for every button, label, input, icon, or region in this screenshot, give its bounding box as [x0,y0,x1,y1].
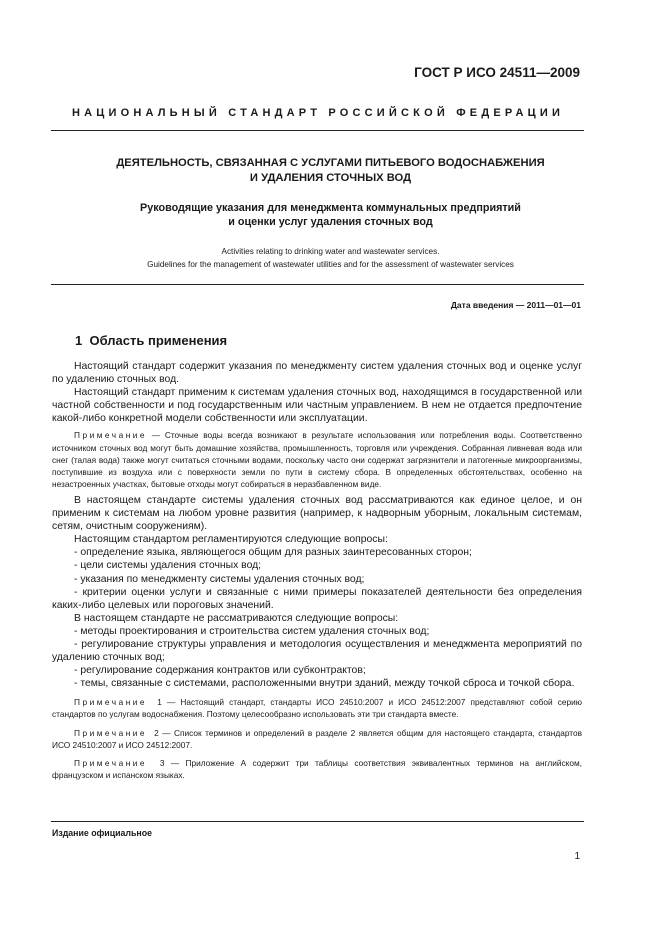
note [52,727,582,751]
list-item: - методы проектирования и строительства систем удаления сточных вод; [74,625,430,637]
list-item: - критерии оценки услуги и связанные с ними примеры показателей деятельности без определения каких-либо целевых или пороговых значений. [52,586,582,611]
note [52,429,582,489]
title-line-1: ДЕЯТЕЛЬНОСТЬ, СВЯЗАННАЯ С УСЛУГАМИ ПИТЬЕВОГО ВОДОСНАБЖЕНИЯ [116,157,545,169]
note-text: 1 — Настоящий стандарт, стандарты ИСО 24510:2007 и ИСО 24512:2007 представляют собой серию стандартов по услугам водоснабжения. Поэтому целесообразно использовать эти три стандарта вместе. [52,697,582,720]
national-standard-heading: НАЦИОНАЛЬНЫЙ СТАНДАРТ РОССИЙСКОЙ ФЕДЕРАЦИИ [71,107,565,119]
title-divider [51,284,584,285]
section-body [52,360,582,781]
subtitle-line-2: и оценки услуг удаления сточных вод [228,216,433,228]
list-item: - темы, связанные с системами, расположенными внутри зданий, между точкой сброса и точкой сбора. [74,678,575,690]
paragraph: В настоящем стандарте системы удаления сточных вод рассматриваются как единое целое, и он применим к системам на любом уровне развития (например, к надворным уборным, локальным системам, сетям, очистным сооружениям). [52,494,582,533]
note-label: Примечание [74,757,148,768]
section-heading [75,333,227,348]
note [52,696,582,720]
note-text: — Сточные воды всегда возникают в результате использования или потребления воды. Соответственно источником сточных вод могут быть домашние хозяйства, промышленность, торговля или учреждения. Собранная ливневая вода или снег (талая вода) также могут считаться сточными водами, поскольку часто они содержат загрязнители и патогенные микроорганизмы, поступившие из воздуха или с поверхности земли по пути в систему сбора. В определенных обстоятельствах, особенно на незастроенных участках, бытовые отходы могут собираться в неразбавленном виде. [52,430,583,489]
paragraph: Настоящий стандарт содержит указания по менеджменту систем удаления сточных вод и оценке услуг по удалению сточных вод. [52,361,582,386]
document-title [70,156,591,186]
note-label: Примечание [74,727,148,738]
section-number: 1 [75,333,83,348]
english-title [60,245,601,271]
subtitle-line-1: Руководящие указания для менеджмента коммунальных предприятий [140,202,521,214]
list-item: - цели системы удаления сточных вод; [74,560,262,572]
document-subtitle [70,201,591,229]
paragraph: Настоящим стандартом регламентируются следующие вопросы: [74,534,388,546]
introduction-date: Дата введения — 2011—01—01 [450,300,581,310]
footer-divider [51,821,584,822]
list-item: - регулирование структуры управления и методология осуществления и менеджмента мероприятий по удалению сточных вод; [52,638,582,664]
note-label: Примечание [74,430,148,441]
list-item: - определение языка, являющегося общим для разных заинтересованных сторон; [74,547,472,559]
section-title: Область применения [89,333,228,348]
note-label: Примечание [74,697,148,708]
header-divider [51,130,584,131]
note-text: 2 — Список терминов и определений в разделе 2 является общим для настоящего стандарта, стандартов ИСО 24510:2007 и ИСО 24512:2007. [52,727,582,750]
page-number: 1 [574,851,580,862]
english-title-line-1: Activities relating to drinking water and wastewater services. [221,247,440,256]
english-title-line-2: Guidelines for the management of wastewater utilities and for the assessment of wastewater services [147,260,514,269]
list-item: - указания по менеджменту системы удаления сточных вод; [74,573,365,585]
note [52,757,582,781]
gost-code: ГОСТ Р ИСО 24511—2009 [414,65,580,80]
edition-label: Издание официальное [52,828,152,838]
paragraph: В настоящем стандарте не рассматриваются следующие вопросы: [74,612,399,624]
list-item: - регулирование содержания контрактов или субконтрактов; [74,665,366,677]
paragraph: Настоящий стандарт применим к системам удаления сточных вод, находящимся в государственной или частной собственности и под государственным или частным управлением. В нем не отдается предпочтение какой-либо конкретной модели собственности или эксплуатации. [52,387,582,425]
note-text: 3 — Приложение А содержит три таблицы соответствия эквивалентных терминов на английском, французском и испанском языках. [52,757,582,780]
title-line-2: И УДАЛЕНИЯ СТОЧНЫХ ВОД [249,172,412,184]
